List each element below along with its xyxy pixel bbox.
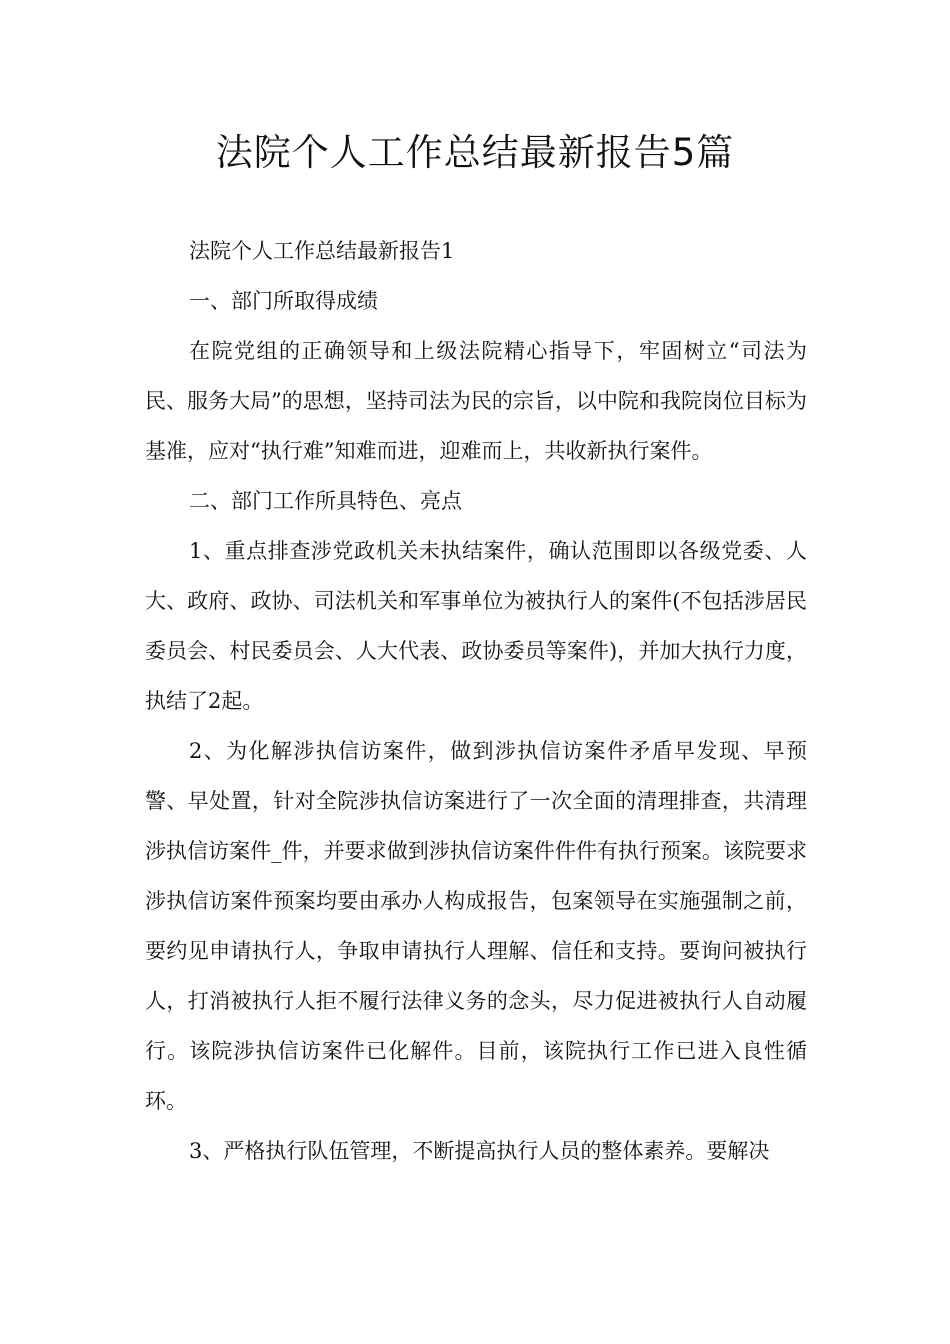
document-body bbox=[145, 226, 807, 1176]
paragraph-item-2: 2、为化解涉执信访案件，做到涉执信访案件矛盾早发现、早预警、早处置，针对全院涉执信访案进行了一次全面的清理排查，共清理涉执信访案件_件，并要求做到涉执信访案件件件有执行预案。该院要求涉执信访案件预案均要由承办人构成报告，包案领导在实施强制之前，要约见申请执行人，争取申请执行人理解、信任和支持。要询问被执行人，打消被执行人拒不履行法律义务的念头，尽力促进被执行人自动履行。该院涉执信访案件已化解件。目前，该院执行工作已进入良性循环。 bbox=[145, 739, 807, 1113]
section-heading-achievements: 一、部门所取得成绩 bbox=[189, 289, 378, 313]
paragraph-item-1: 1、重点排查涉党政机关未执结案件，确认范围即以各级党委、人大、政府、政协、司法机关和军事单位为被执行人的案件(不包括涉居民委员会、村民委员会、人大代表、政协委员等案件)，并加大执行力度，执结了2起。 bbox=[145, 539, 807, 713]
document-title: 法院个人工作总结最新报告5篇 bbox=[215, 131, 735, 174]
paragraph-achievements: 在院党组的正确领导和上级法院精心指导下，牢固树立“司法为民、服务大局”的思想，坚持司法为民的宗旨，以中院和我院岗位目标为基准，应对“执行难”知难而进，迎难而上，共收新执行案件。 bbox=[145, 339, 807, 463]
paragraph-item-3: 3、严格执行队伍管理，不断提高执行人员的整体素养。要解决 bbox=[189, 1139, 770, 1163]
report-subtitle: 法院个人工作总结最新报告1 bbox=[189, 239, 455, 263]
section-heading-highlights: 二、部门工作所具特色、亮点 bbox=[189, 489, 462, 513]
